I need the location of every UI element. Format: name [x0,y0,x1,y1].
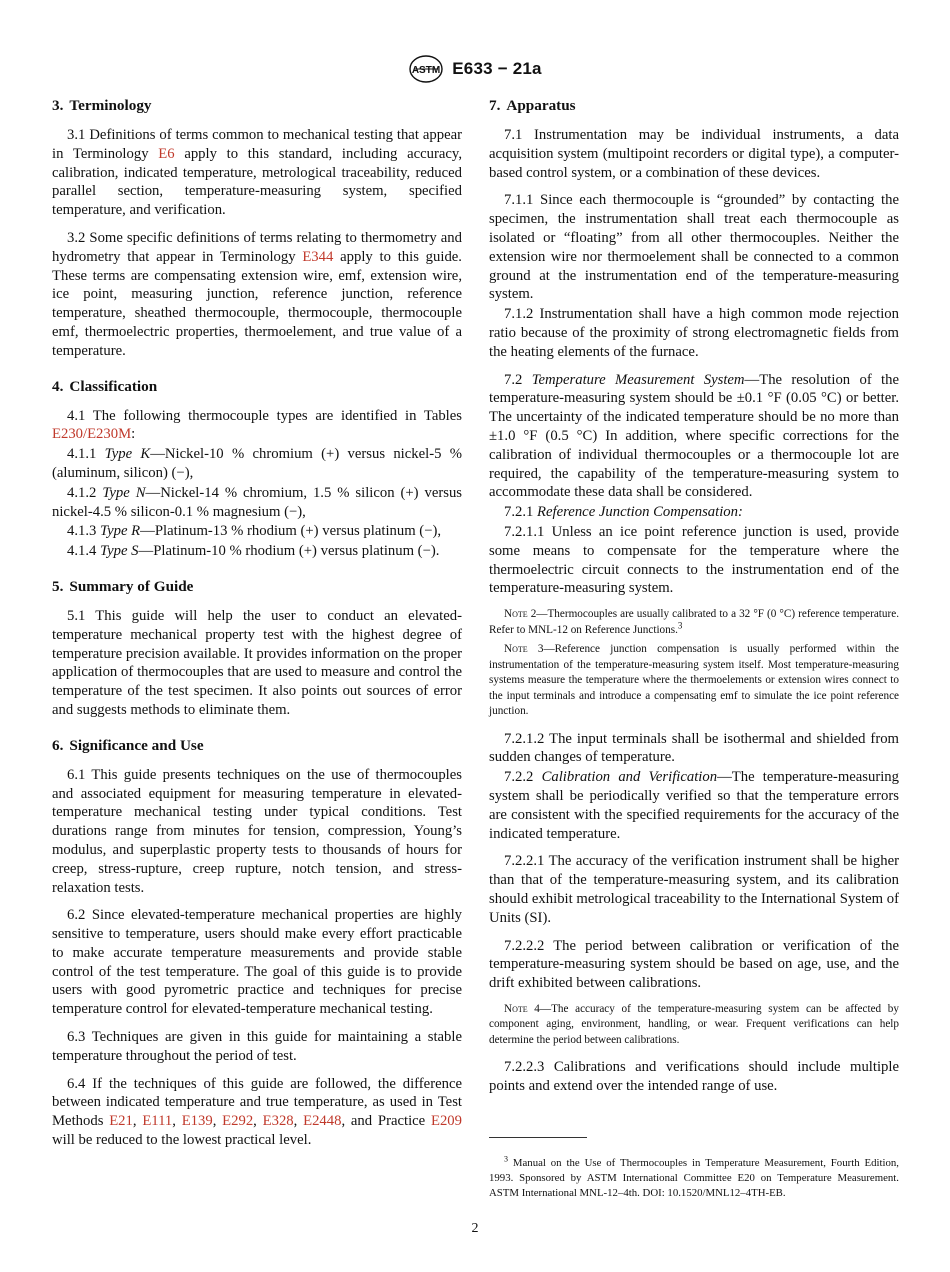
reference-link[interactable]: E230/E230M [52,426,132,443]
paragraph-7-2-1: 7.2.1 Reference Junction Compensation: [504,504,743,521]
paragraph-7-2-2: 7.2.2 Calibration and Verification—The temperature-measuring system shall be periodically verified so that the temperature errors are consistent with the specified requirements for the accuracy of the indicated temperature. [489,769,899,842]
note-3: Note 3—Reference junction compensation is usually performed within the instrumentation of the temperature-measuring system itself. Most temperature-measuring systems measure the temperature where the thermoelements or extension wires connect to the input terminals and introduce a compensating emf to simulate the ice point reference junction. [489,643,899,718]
paragraph-6-2: 6.2 Since elevated-temperature mechanical properties are highly sensitive to temperature, users should make every effort practicable to make accurate temperature measurements and provide stable control of the test temperature. The goal of this guide is to provide users with good pyrometric practice and techniques for precise temperature control for elevated-temperature mechanical testing. [52,907,462,1018]
note-4: Note 4—The accuracy of the temperature-measuring system can be affected by component aging, environment, handling, or wear. Frequent verifications can help determine the period between calibrations. [489,1002,899,1046]
paragraph-7-2-2-3: 7.2.2.3 Calibrations and verifications should include multiple points and extend over the intended range of use. [489,1059,899,1095]
notes-2-3 [489,607,899,720]
section-heading: 6. Significance and Use [52,736,204,754]
section-terminology [52,96,462,361]
paragraph-7-1: 7.1 Instrumentation may be individual instruments, a data acquisition system (multipoint recorders or digital type), a computer-based control system, or a combination of these devices. [489,127,899,181]
svg-text:ASTM: ASTM [412,65,441,76]
section-heading: 7. Apparatus [489,97,576,114]
paragraph-5-1: 5.1 This guide will help the user to conduct an elevated-temperature mechanical property test with the highest degree of temperature precision available. It provides information on the proper application of thermocouples that are used to measure and control the temperature of the test specimen. It also points out sources of error and suggests methods to eliminate them. [52,607,462,718]
paragraph-4-1-4: 4.1.4 Type S—Platinum-10 % rhodium (+) versus platinum (−). [67,543,440,560]
paragraph-7-2-1-2: 7.2.1.2 The input terminals shall be isothermal and shielded from sudden changes of temperature. [489,730,899,766]
reference-link[interactable]: E21 [109,1113,133,1130]
paragraph-4-1-3: 4.1.3 Type R—Platinum-13 % rhodium (+) versus platinum (−), [67,523,442,540]
right-column [489,96,899,1112]
page-header [0,52,950,86]
section-significance [52,736,462,1150]
paragraph-7-2-2-2: 7.2.2.2 The period between calibration or verification of the temperature-measuring system should be based on age, use, and the drift exhibited between calibrations. [489,937,899,992]
section-classification [52,377,462,561]
left-column [52,96,462,1166]
section-apparatus [489,96,899,1096]
paragraph-6-4: 6.4 If the techniques of this guide are followed, the difference between indicated temperature and true temperature, as used in Test Methods E21, E111, E139, E292, E328, E2448, and Practice E209 will be reduced to the lowest practical level. [52,1075,462,1149]
page-number: 2 [471,1221,479,1236]
paragraph-7-2: 7.2 Temperature Measurement System—The resolution of the temperature-measuring system should be ±0.1 °F (0.05 °C) or better. The uncertainty of the indicated temperature should be no more than ±1.0 °F (0.5 °C) In addition, where specific corrections for the calibration of individual thermocouples or a thermocouple lot are required, the capability of the temperature-measuring system to accommodate these data shall be considered. [489,371,899,501]
section-heading: 5. Summary of Guide [52,577,194,595]
reference-link[interactable]: E328 [262,1113,294,1130]
paragraph-3-2: 3.2 Some specific definitions of terms relating to thermometry and hydrometry that appear in Terminology E344 apply to this guide. These terms are compensating extension wire, emf, extension wire, ice point, measuring junction, reference junction, reference temperature, sheathed thermocouple, thermocouple, thermocouple emf, thermoelectric properties, thermoelement, and true value of a temperature. [52,229,462,359]
reference-link[interactable]: E6 [158,145,175,162]
section-summary [52,577,462,720]
note-2: Note 2—Thermocouples are usually calibrated to a 32 °F (0 °C) reference temperature. Refer to MNL-12 on Reference Junctions.$^3$ [489,608,899,636]
reference-link[interactable]: E139 [181,1113,213,1130]
reference-link[interactable]: E111 [142,1113,173,1130]
reference-link[interactable]: E2448 [303,1113,342,1130]
footnote-divider [489,1137,587,1138]
reference-link[interactable]: E344 [302,248,334,265]
paragraph-6-1: 6.1 This guide presents techniques on the use of thermocouples and associated equipment for measuring temperature in elevated-temperature mechanical testing under typical conditions. Test durations range from minutes for tension, compression, Young’s modulus, and superplastic property tests to thousands of hours for creep, stress-rupture, creep rupture, notch tension, and stress-relaxation tests. [52,766,462,896]
paragraph-4-1: 4.1 The following thermocouple types are identified in Tables E230/E230M: [52,407,462,443]
paragraph-6-3: 6.3 Techniques are given in this guide for maintaining a stable temperature throughout the period of test. [52,1029,462,1064]
reference-link[interactable]: E209 [430,1113,462,1130]
document-designation: E633 − 21a [452,59,542,78]
paragraph-7-2-2-1: 7.2.2.1 The accuracy of the verification instrument shall be higher than that of the temperature-measuring system, and its calibration should exhibit metrological traceability to the International System of Units (SI). [489,853,899,926]
astm-logo-icon [408,54,444,84]
paragraph-4-1-2: 4.1.2 Type N—Nickel-14 % chromium, 1.5 % silicon (+) versus nickel-4.5 % silicon-0.1 % magnesium (−), [52,484,463,520]
section-heading: 4. Classification [52,377,158,395]
section-heading: 3. Terminology [52,97,152,114]
notes-4 [489,1002,899,1049]
paragraph-7-1-1: 7.1.1 Since each thermocouple is “grounded” by contacting the specimen, the instrumentation shall treat each thermocouple as isolated or “floating” from all other thermocouples. Neither the extension wire nor thermoelement shall be connected to a common ground at the instrumentation end of the temperature-measuring system. [489,192,899,303]
reference-link[interactable]: E292 [222,1113,254,1130]
paragraph-4-1-1: 4.1.1 Type K—Nickel-10 % chromium (+) versus nickel-5 % (aluminum, silicon) (−), [52,446,462,481]
paragraph-7-2-1-1: 7.2.1.1 Unless an ice point reference junction is used, provide some means to compensate for the temperature where the thermoelectric circuit connects to the instrumentation end of the temperature-measuring system. [489,523,899,597]
paragraph-3-1: 3.1 Definitions of terms common to mechanical testing that appear in Terminology E6 apply to this standard, including accuracy, calibration, indicated temperature, metrological traceability, reduced parallel section, temperature-measuring system, specified temperature, and verification. [52,127,462,219]
footnote-3: $^3$ Manual on the Use of Thermocouples in Temperature Measurement, Fourth Edition, 1993. Sponsored by ASTM International Committee E20 on Temperature Measurement. ASTM International MNL-12–4th. DOI: 10.1520/MNL12–4TH-EB. [489,1154,899,1199]
paragraph-7-1-2: 7.1.2 Instrumentation shall have a high common mode rejection ratio because of the proximity of strong electromagnetic fields from the heating elements of the furnace. [489,306,899,360]
